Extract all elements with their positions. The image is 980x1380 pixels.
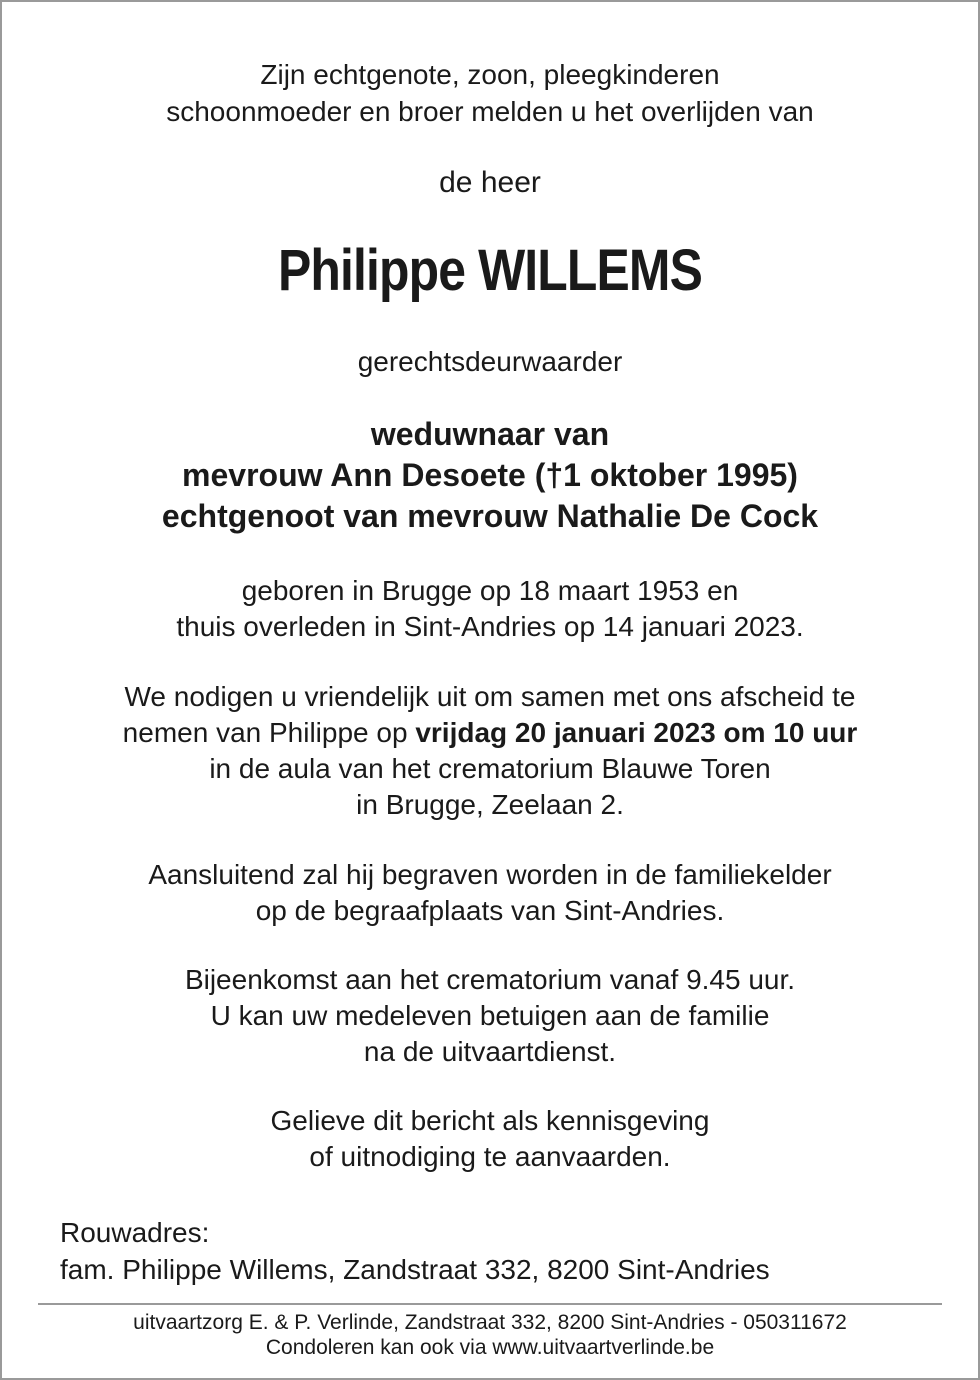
deceased-name: Philippe WILLEMS [277,238,703,303]
intro-line-2: schoonmoeder en broer melden u het overlijden van [166,96,814,127]
burial-line-2: op de begraafplaats van Sint-Andries. [255,895,725,926]
farewell-line-3: in de aula van het crematorium Blauwe Toren [209,753,771,784]
intro-text [2,56,978,130]
farewell-line-2 [2,715,978,751]
meeting-line-3: na de uitvaartdienst. [363,1036,617,1067]
relations-line-2: mevrouw Ann Desoete (†1 oktober 1995) [182,457,798,493]
notice-text [2,1103,978,1175]
farewell-line-1: We nodigen u vriendelijk uit om samen met ons afscheid te [124,681,856,712]
birth-line-1: geboren in Brugge op 18 maart 1953 en [241,575,739,606]
notice-line-2: of uitnodiging te aanvaarden. [309,1141,671,1172]
address-label: Rouwadres: [60,1217,210,1248]
birth-death-info [2,573,978,645]
address-value: fam. Philippe Willems, Zandstraat 332, 8200 Sint-Andries [60,1254,770,1285]
footer-divider [38,1303,942,1305]
title-prefix: de heer [439,166,541,199]
relations-line-1: weduwnaar van [370,416,610,452]
relations-line-3: echtgenoot van mevrouw Nathalie De Cock [161,498,819,534]
farewell-line-4: in Brugge, Zeelaan 2. [356,789,624,820]
farewell-line-2-prefix: nemen van Philippe op [122,717,416,748]
footer-line-2: Condoleren kan ook via www.uitvaartverlinde.be [265,1336,715,1359]
notice-line-1: Gelieve dit bericht als kennisgeving [270,1105,710,1136]
footer-line-1: uitvaartzorg E. & P. Verlinde, Zandstraat 332, 8200 Sint-Andries - 050311672 [133,1311,847,1334]
birth-line-2: thuis overleden in Sint-Andries op 14 januari 2023. [176,611,804,642]
farewell-invitation [2,679,978,823]
intro-line-1: Zijn echtgenote, zoon, pleegkinderen [260,59,720,90]
burial-line-1: Aansluitend zal hij begraven worden in de familiekelder [148,859,832,890]
meeting-line-2: U kan uw medeleven betuigen aan de familie [210,1000,770,1031]
funeral-home-footer [2,1310,978,1360]
funeral-date-time: vrijdag 20 januari 2023 om 10 uur [415,717,858,748]
meeting-info [2,962,978,1070]
burial-info [2,857,978,929]
mourning-address [60,1214,938,1288]
meeting-line-1: Bijeenkomst aan het crematorium vanaf 9.45 uur. [184,964,796,995]
relations-block [2,414,978,537]
profession: gerechtsdeurwaarder [357,346,623,377]
